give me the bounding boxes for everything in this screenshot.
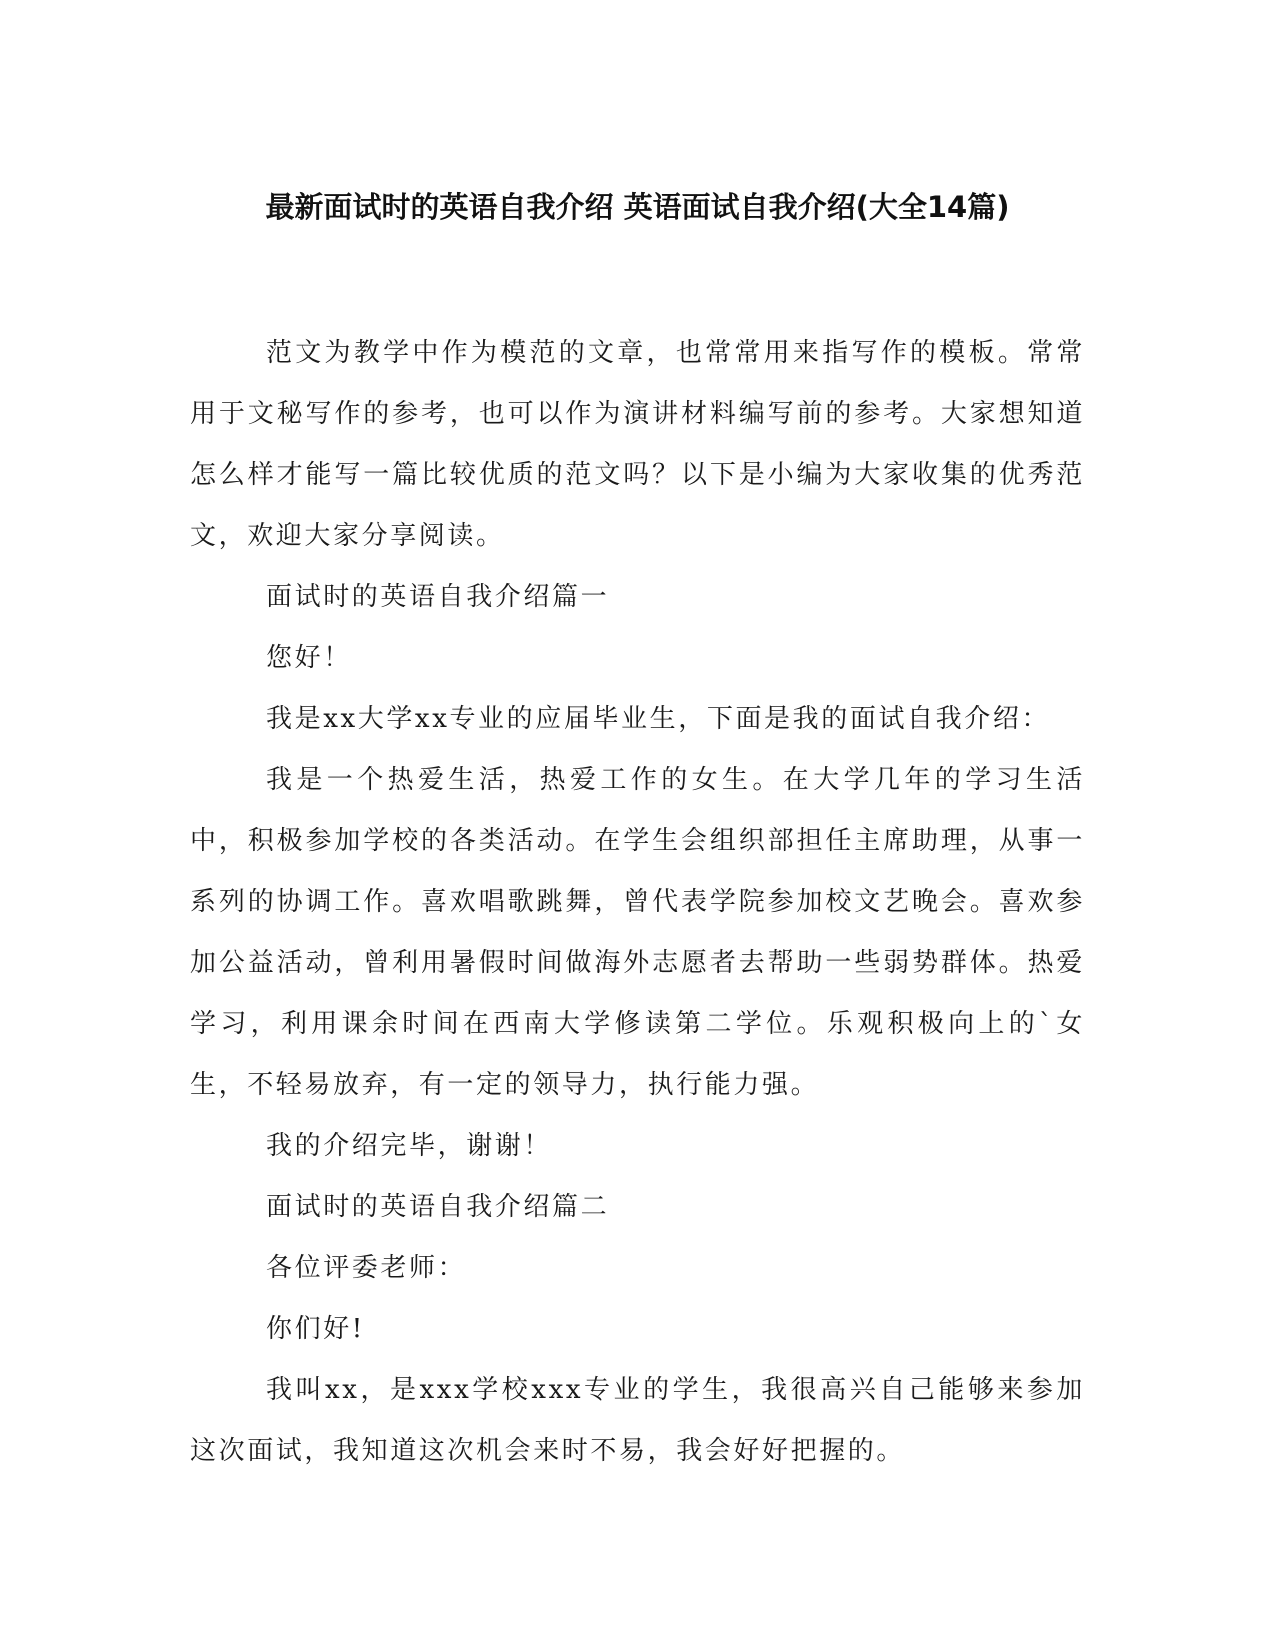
intro-paragraph-2: 我叫xx，是xxx学校xxx专业的学生，我很高兴自己能够来参加这次面试，我知道这次机会来时不易，我会好好把握的。 xyxy=(190,1375,1085,1466)
greeting-2: 你们好! xyxy=(266,1314,365,1344)
document-title: 最新面试时的英语自我介绍 英语面试自我介绍(大全14篇) xyxy=(265,190,1010,224)
greeting-1: 您好！ xyxy=(266,643,352,673)
self-intro-line: 我是xx大学xx专业的应届毕业生，下面是我的面试自我介绍： xyxy=(266,704,1051,734)
section-heading-2: 面试时的英语自我介绍篇二 xyxy=(266,1192,610,1222)
intro-paragraph: 范文为教学中作为模范的文章，也常常用来指写作的模板。常常用于文秘写作的参考，也可以作为演讲材料编写前的参考。大家想知道怎么样才能写一篇比较优质的范文吗？以下是小编为大家收集的优秀范文，欢迎大家分享阅读。 xyxy=(190,338,1085,551)
closing-line-1: 我的介绍完毕，谢谢！ xyxy=(266,1131,553,1161)
section-heading-1: 面试时的英语自我介绍篇一 xyxy=(266,582,610,612)
self-intro-paragraph: 我是一个热爱生活，热爱工作的女生。在大学几年的学习生活中，积极参加学校的各类活动。在学生会组织部担任主席助理，从事一系列的协调工作。喜欢唱歌跳舞，曾代表学院参加校文艺晚会。喜欢参加公益活动，曾利用暑假时间做海外志愿者去帮助一些弱势群体。热爱学习，利用课余时间在西南大学修读第二学位。乐观积极向上的`女生，不轻易放弃，有一定的领导力，执行能力强。 xyxy=(190,765,1085,1100)
salutation-2: 各位评委老师： xyxy=(266,1253,467,1283)
document-body xyxy=(190,323,1085,1482)
